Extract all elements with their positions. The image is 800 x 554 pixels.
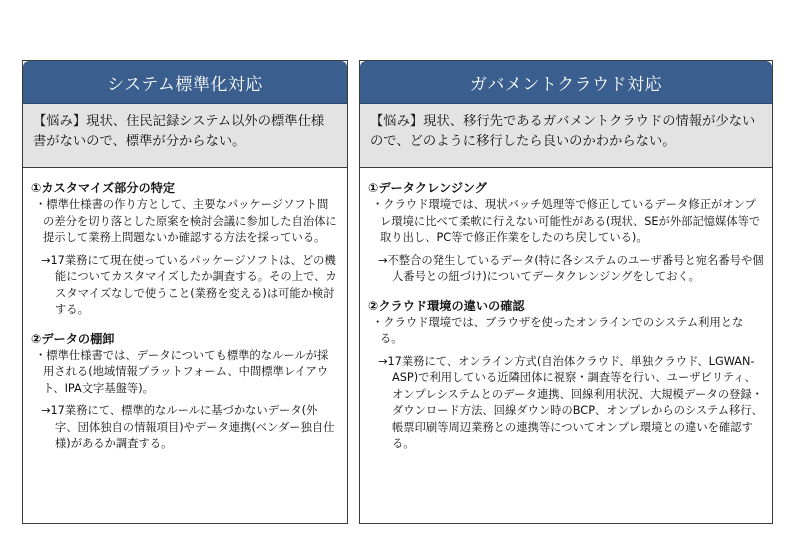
section-title: ②データの棚卸: [31, 331, 115, 346]
section-bullet: ・標準仕様書の作り方として、主要なパッケージソフト間の差分を切り落とした原案を検討会議に参加した自治体に提示して業務上問題ないか確認する方法を採っている。: [35, 198, 337, 244]
section-data-cleansing: [368, 180, 764, 286]
government-cloud-worry: 【悩み】現状、移行先であるガバメントクラウドの情報が少ないので、どのように移行したら良いのかわからない。: [360, 104, 772, 168]
section-cloud-differences: [368, 298, 764, 453]
government-cloud-panel: [359, 60, 773, 524]
section-bullet: ・クラウド環境では、現状バッチ処理等で修正しているデータ修正がオンプレ環境に比べて柔軟に行えない可能性がある(現状、SEが外部記憶媒体等で取り出し、PC等で修正作業をしたのち戻している)。: [372, 198, 761, 244]
section-data-inventory: [31, 331, 339, 453]
standardization-panel-header: システム標準化対応: [23, 61, 347, 104]
section-action: →不整合の発生しているデータ(特に各システムのユーザ番号と宛名番号や個人番号との紐づけ)についてデータクレンジングをしておく。: [378, 253, 764, 283]
standardization-worry: 【悩み】現状、住民記録システム以外の標準仕様書がないので、標準が分からない。: [23, 104, 347, 168]
standardization-body: [23, 168, 347, 453]
standardization-panel: [22, 60, 348, 524]
government-cloud-panel-header: ガバメントクラウド対応: [360, 61, 772, 104]
section-title: ①データクレンジング: [368, 181, 487, 195]
section-customization: [31, 180, 339, 319]
section-action: →17業務にて現在使っているパッケージソフトは、どの機能についてカスタマイズしたか調査する。その上で、カスタマイズなしで使うこと(業務を変える)は可能か検討する。: [41, 253, 337, 316]
section-action: →17業務にて、標準的なルールに基づかないデータ(外字、団体独自の情報項目)やデータ連携(ベンダー独自仕様)があるか調査する。: [41, 404, 335, 450]
government-cloud-body: [360, 168, 772, 453]
section-action: →17業務にて、オンライン方式(自治体クラウド、単独クラウド、LGWAN-ASP)で利用している近隣団体に視察・調査等を行い、ユーザビリティ、オンプレシステムとのデータ連携、回線利用状況、大規模データの登録・ダウンロード方法、回線ダウン時のBCP、オンプレからのシステム移行、帳票印刷等周辺業務との連携等についてオンプレ環境との違いを確認する。: [378, 354, 763, 450]
section-bullet: ・標準仕様書では、データについても標準的なルールが採用される(地域情報プラットフォーム、中間標準レイアウト、IPA文字基盤等)。: [35, 348, 329, 395]
section-bullet: ・クラウド環境では、ブラウザを使ったオンラインでのシステム利用となる。: [372, 315, 744, 345]
section-title: ②クラウド環境の違いの確認: [368, 298, 525, 313]
section-title: ①カスタマイズ部分の特定: [31, 181, 176, 195]
